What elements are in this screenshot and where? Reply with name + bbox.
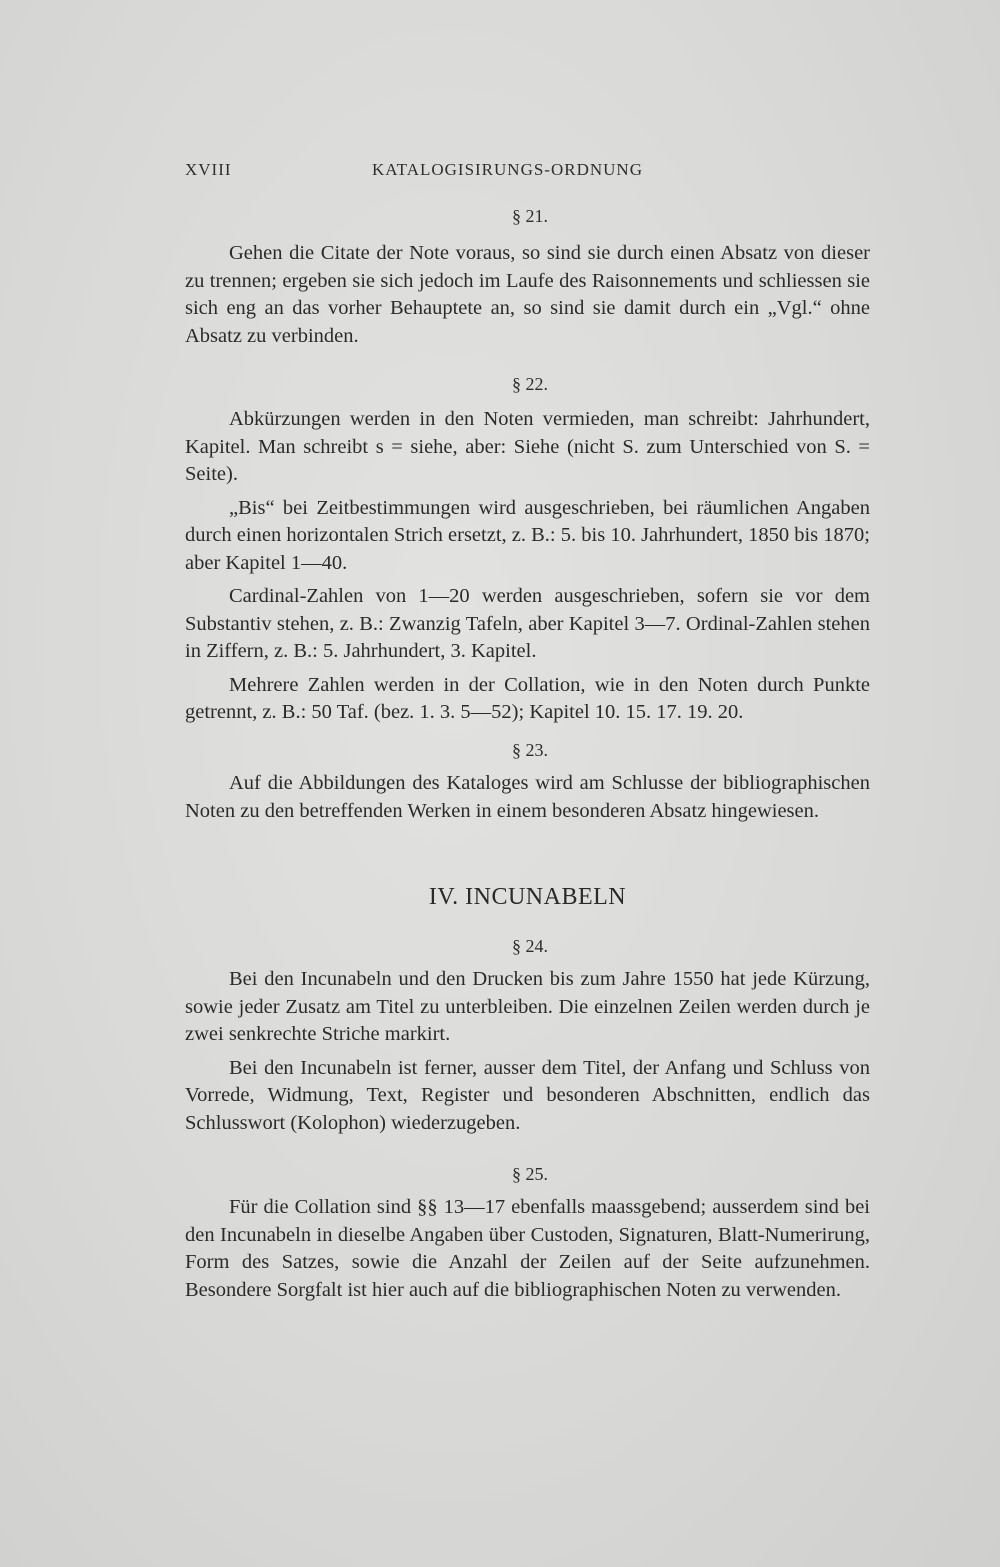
section-mark-21: § 21. [512,206,548,226]
paragraph: Auf die Abbildungen des Kataloges wird am Schlusse der bibliographischen Noten zu den betreffenden Werken in einem besonderen Absatz hingewiesen. [185,772,870,822]
paragraph: Gehen die Citate der Note voraus, so sind sie durch einen Absatz von dieser zu trennen; ergeben sie sich jedoch im Laufe des Raisonnements und schliessen sie sich eng an das vorher Behauptete an, so sind sie damit durch ein „Vgl.“ ohne Absatz zu verbinden. [185,242,870,347]
paragraph: „Bis“ bei Zeitbestimmungen wird ausgeschrieben, bei räumlichen Angaben durch einen horizontalen Strich ersetzt, z. B.: 5. bis 10. Jahrhundert, 1850 bis 1870; aber Kapitel 1—40. [185,496,870,574]
chapter-title: IV. INCUNABELN [428,884,627,910]
section-mark-24: § 24. [512,936,548,956]
section-mark-22: § 22. [512,374,548,394]
section-25-body [185,1194,870,1304]
running-head [185,160,870,186]
page-number: XVIII [185,160,232,179]
section-mark-23: § 23. [512,740,548,760]
paragraph: Für die Collation sind §§ 13—17 ebenfalls maassgebend; ausserdem sind bei den Incunabeln in dieselbe Angaben über Custoden, Signaturen, Blatt-Numerirung, Form des Satzes, sowie die Anzahl der Zeilen auf der Seite aufzunehmen. Besondere Sorgfalt ist hier auch auf die bibliographischen Noten zu verwenden. [185,1196,870,1301]
paragraph: Bei den Incunabeln ist ferner, ausser dem Titel, der Anfang und Schluss von Vorrede, Widmung, Text, Register und besonderen Abschnitten, endlich das Schlusswort (Kolophon) wiederzugeben. [185,1056,870,1134]
section-22-body [185,406,870,727]
section-24-body [185,966,870,1137]
section-21-body [185,240,870,350]
paragraph: Mehrere Zahlen werden in der Collation, wie in den Noten durch Punkte getrennt, z. B.: 50 Taf. (bez. 1. 3. 5—52); Kapitel 10. 15. 17. 19. 20. [185,673,870,723]
paragraph: Abkürzungen werden in den Noten vermieden, man schreibt: Jahrhundert, Kapitel. Man schreibt s = siehe, aber: Siehe (nicht S. zum Unterschied von S. = Seite). [185,408,870,485]
section-mark-25: § 25. [512,1164,548,1184]
paragraph: Cardinal-Zahlen von 1—20 werden ausgeschrieben, sofern sie vor dem Substantiv stehen, z. B.: Zwanzig Tafeln, aber Kapitel 3—7. Ordinal-Zahlen stehen in Ziffern, z. B.: 5. Jahrhundert, 3. Kapitel. [185,585,870,662]
paragraph: Bei den Incunabeln und den Drucken bis zum Jahre 1550 hat jede Kürzung, sowie jeder Zusatz am Titel zu unterbleiben. Die einzelnen Zeilen werden durch je zwei senkrechte Striche markirt. [185,968,870,1045]
section-23-body [185,770,870,825]
page-header-title: KATALOGISIRUNGS-ORDNUNG [372,160,643,179]
